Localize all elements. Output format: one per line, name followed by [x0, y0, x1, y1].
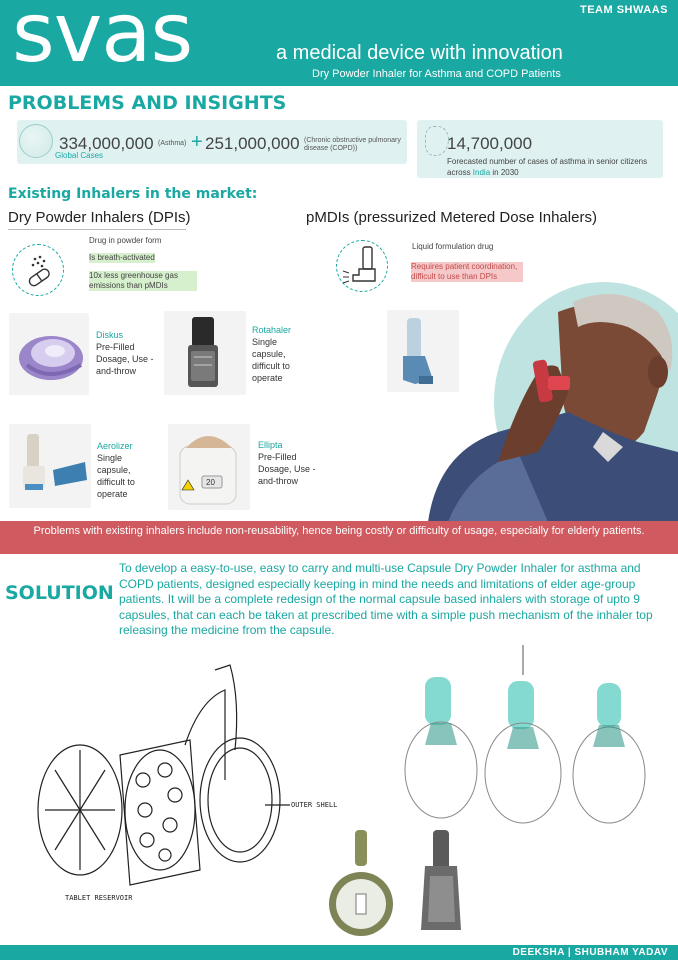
- aerolizer-image: [9, 424, 91, 508]
- team-name: TEAM SHWAAS: [580, 4, 668, 16]
- india-stats-box: [417, 120, 663, 178]
- globe-icon: [19, 124, 53, 158]
- diskus-image: [9, 313, 89, 395]
- diskus-desc: Pre-Filled Dosage, Use -and-throw: [96, 342, 154, 376]
- elderly-man-photo: [408, 282, 678, 522]
- brand-logo: svas: [12, 0, 193, 81]
- tablet-reservoir-label: TABLET RESERVOIR: [65, 894, 133, 902]
- dpi-note-2: Is breath-activated: [89, 253, 155, 262]
- aerolizer-caption: [97, 440, 157, 500]
- problem-banner: Problems with existing inhalers include non-reusability, hence being costly or difficulty of usage, especially for elderly patients.: [0, 521, 678, 554]
- dpi-note-1: Drug in powder form: [89, 236, 162, 245]
- india-value: 14,700,000: [447, 134, 533, 153]
- copd-value: 251,000,000: [205, 134, 300, 153]
- pmdi-title: pMDIs (pressurized Metered Dose Inhalers): [306, 209, 597, 226]
- pmdi-note-1: Liquid formulation drug: [412, 242, 494, 251]
- prototype-renderings: [395, 645, 678, 825]
- global-cases-label: Global Cases: [55, 151, 104, 160]
- rotahaler-name: Rotahaler: [252, 325, 292, 335]
- footer-bar: [0, 945, 678, 960]
- global-stats-box: [17, 120, 407, 164]
- ellipta-counter: 20: [206, 478, 215, 487]
- pmdi-inhaler-icon: [336, 240, 388, 292]
- rotahaler-image: [164, 311, 246, 395]
- side-view-renderings: [295, 826, 495, 941]
- aerolizer-desc: Single capsule, difficult to operate: [97, 453, 135, 499]
- india-description: Forecasted number of cases of asthma in senior citizens across India in 2030: [447, 157, 648, 177]
- ellipta-desc: Pre-Filled Dosage, Use -and-throw: [258, 452, 316, 486]
- outer-shell-label: OUTER SHELL: [291, 801, 338, 809]
- dpi-underline: [8, 229, 186, 230]
- diskus-name: Diskus: [96, 330, 124, 340]
- plus-sign: +: [191, 131, 203, 153]
- ellipta-caption: [258, 439, 318, 487]
- dpi-title: Dry Powder Inhalers (DPIs): [8, 209, 191, 226]
- ellipta-image: [168, 424, 250, 510]
- copd-label: (Chronic obstructive pulmonary disease (COPD)): [304, 137, 401, 152]
- rotahaler-caption: [252, 324, 312, 384]
- diskus-caption: [96, 329, 156, 377]
- india-map-icon: [425, 126, 449, 156]
- asthma-value: 334,000,000: [59, 134, 154, 153]
- rotahaler-desc: Single capsule, difficult to operate: [252, 337, 290, 383]
- subtitle: Dry Powder Inhaler for Asthma and COPD Patients: [312, 68, 561, 80]
- aerolizer-name: Aerolizer: [97, 441, 133, 451]
- solution-title: SOLUTION: [5, 582, 114, 604]
- tagline: a medical device with innovation: [276, 42, 563, 64]
- authors: DEEKSHA | SHUBHAM YADAV: [512, 947, 668, 958]
- pmdi-note-2: Requires patient coordination, difficult to use than DPIs: [411, 262, 523, 282]
- existing-inhalers-title: Existing Inhalers in the market:: [8, 186, 258, 202]
- dpi-note-3: 10x less greenhouse gas emissions than pMDIs: [89, 271, 197, 291]
- problems-title: PROBLEMS AND INSIGHTS: [8, 92, 287, 114]
- header-bar: [0, 0, 678, 86]
- solution-text: To develop a easy-to-use, easy to carry and multi-use Capsule Dry Powder Inhaler for asthma and COPD patients, designed especially keeping in mind the needs and limitations of elder age-group patients. It will be a complete redesign of the normal capsule based inhalers with storage of upto 9 capsules, that can each be taken at prescribed time with a simple push mechanism of the inhaler top releasing the medicine from the capsule.: [119, 561, 653, 637]
- ellipta-name: Ellipta: [258, 440, 283, 450]
- dpi-capsule-icon: [12, 244, 64, 296]
- asthma-label: (Asthma): [158, 140, 187, 147]
